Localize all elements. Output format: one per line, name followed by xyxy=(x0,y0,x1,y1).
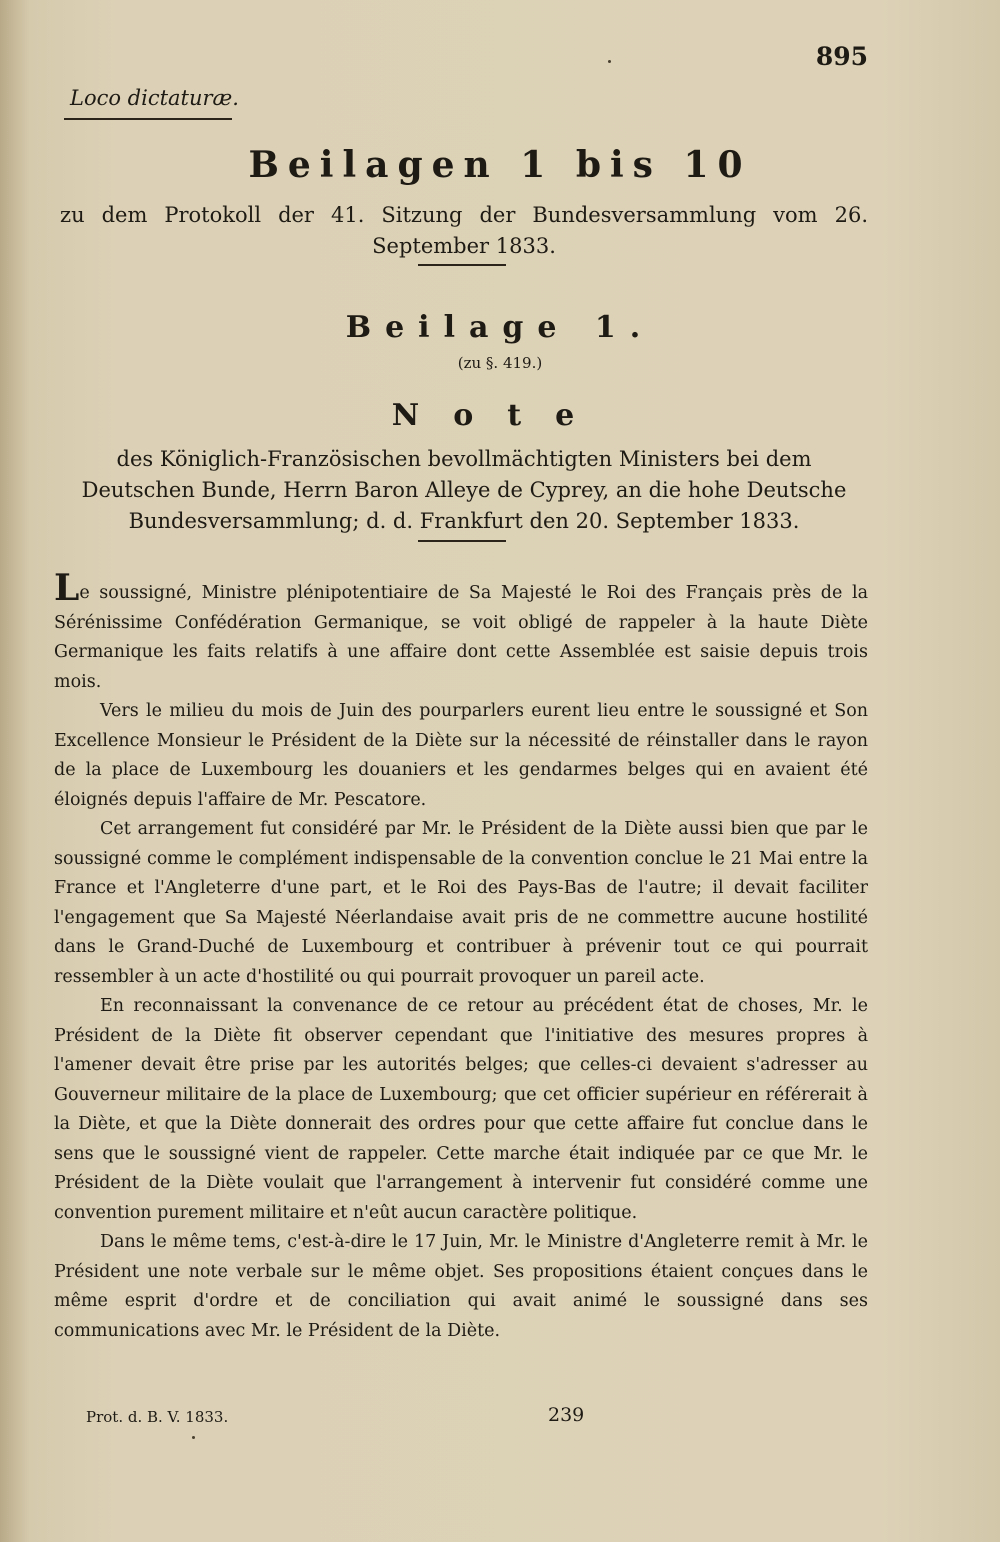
paragraph: Dans le même tems, c'est-à-dire le 17 Juin, Mr. le Ministre d'Angleterre remit à Mr. le Président une note verbale sur le même objet. Ses propositions étaient conçues dans le même esprit d'ordre et de conciliation qui avait animé le soussigné dans ses communications avec Mr. le Président de la Diète. xyxy=(54,1232,868,1341)
note-description: des Königlich-Französischen bevollmächtigten Ministers bei dem Deutschen Bunde, Herrn Baron Alleye de Cyprey, an die hohe Deutsche Bundesversammlung; d. d. Frankfurt den 20. September 1833. xyxy=(81,447,847,533)
ink-speck xyxy=(192,1436,195,1439)
footer-reference: Prot. d. B. V. 1833. xyxy=(86,1408,229,1426)
divider xyxy=(418,540,506,542)
body-text xyxy=(54,567,868,1346)
paragraph: Vers le milieu du mois de Juin des pourparlers eurent lieu entre le soussigné et Son Excellence Monsieur le Président de la Diète sur la nécessité de réinstaller dans le rayon de la place de Luxembourg les douaniers et les gendarmes belges qui en avaient été éloignés depuis l'affaire de Mr. Pescatore. xyxy=(54,701,868,810)
beilage-title: Beilage 1. xyxy=(345,310,655,345)
drop-cap: L xyxy=(54,567,80,609)
section-reference: (zu §. 419.) xyxy=(457,354,543,372)
header-note: Loco dictaturæ. xyxy=(70,86,239,110)
page-number: 895 xyxy=(815,42,868,71)
header-note-rule xyxy=(64,118,232,120)
paragraph: En reconnaissant la convenance de ce retour au précédent état de choses, Mr. le Président de la Diète fit observer cependant que l'initiative des mesures propres à l'amener devait être prise par les autorités belges; que celles-ci devaient s'adresser au Gouverneur militaire de la place de Luxembourg; que cet officier supérieur en référerait à la Diète, et que la Diète donnerait des ordres pour que cette affaire fut conclue dans le sens que le soussigné vient de rappeler. Cette marche était indiquée par ce que Mr. le Président de la Diète voulait que l'arrangement à intervenir fut considéré comme une convention purement militaire et n'eût aucun caractère politique. xyxy=(54,996,868,1223)
note-title: Note xyxy=(391,398,609,433)
subtitle: zu dem Protokoll der 41. Sitzung der Bundesversammlung vom 26. September 1833. xyxy=(60,203,868,258)
ink-speck xyxy=(608,60,611,63)
divider xyxy=(418,264,506,266)
paragraph xyxy=(54,567,868,697)
signature-mark: 239 xyxy=(548,1404,585,1426)
main-title: Beilagen 1 bis 10 xyxy=(248,144,752,186)
paragraph-text: e soussigné, Ministre plénipotentiaire de Sa Majesté le Roi des Français près de la Sérénissime Confédération Germanique, se voit obligé de rappeler à la haute Diète Germanique les faits relatifs à une affaire dont cette Assemblée est saisie depuis trois mois. xyxy=(54,583,868,692)
paragraph: Cet arrangement fut considéré par Mr. le Président de la Diète aussi bien que par le soussigné comme le complément indispensable de la convention conclue le 21 Mai entre la France et l'Angleterre d'une part, et le Roi des Pays-Bas de l'autre; il devait faciliter l'engagement que Sa Majesté Néerlandaise avait pris de ne commettre aucune hostilité dans le Grand-Duché de Luxembourg et contribuer à prévenir tout ce qui pourrait ressembler à un acte d'hostilité ou qui pourrait provoquer un pareil acte. xyxy=(54,819,868,987)
